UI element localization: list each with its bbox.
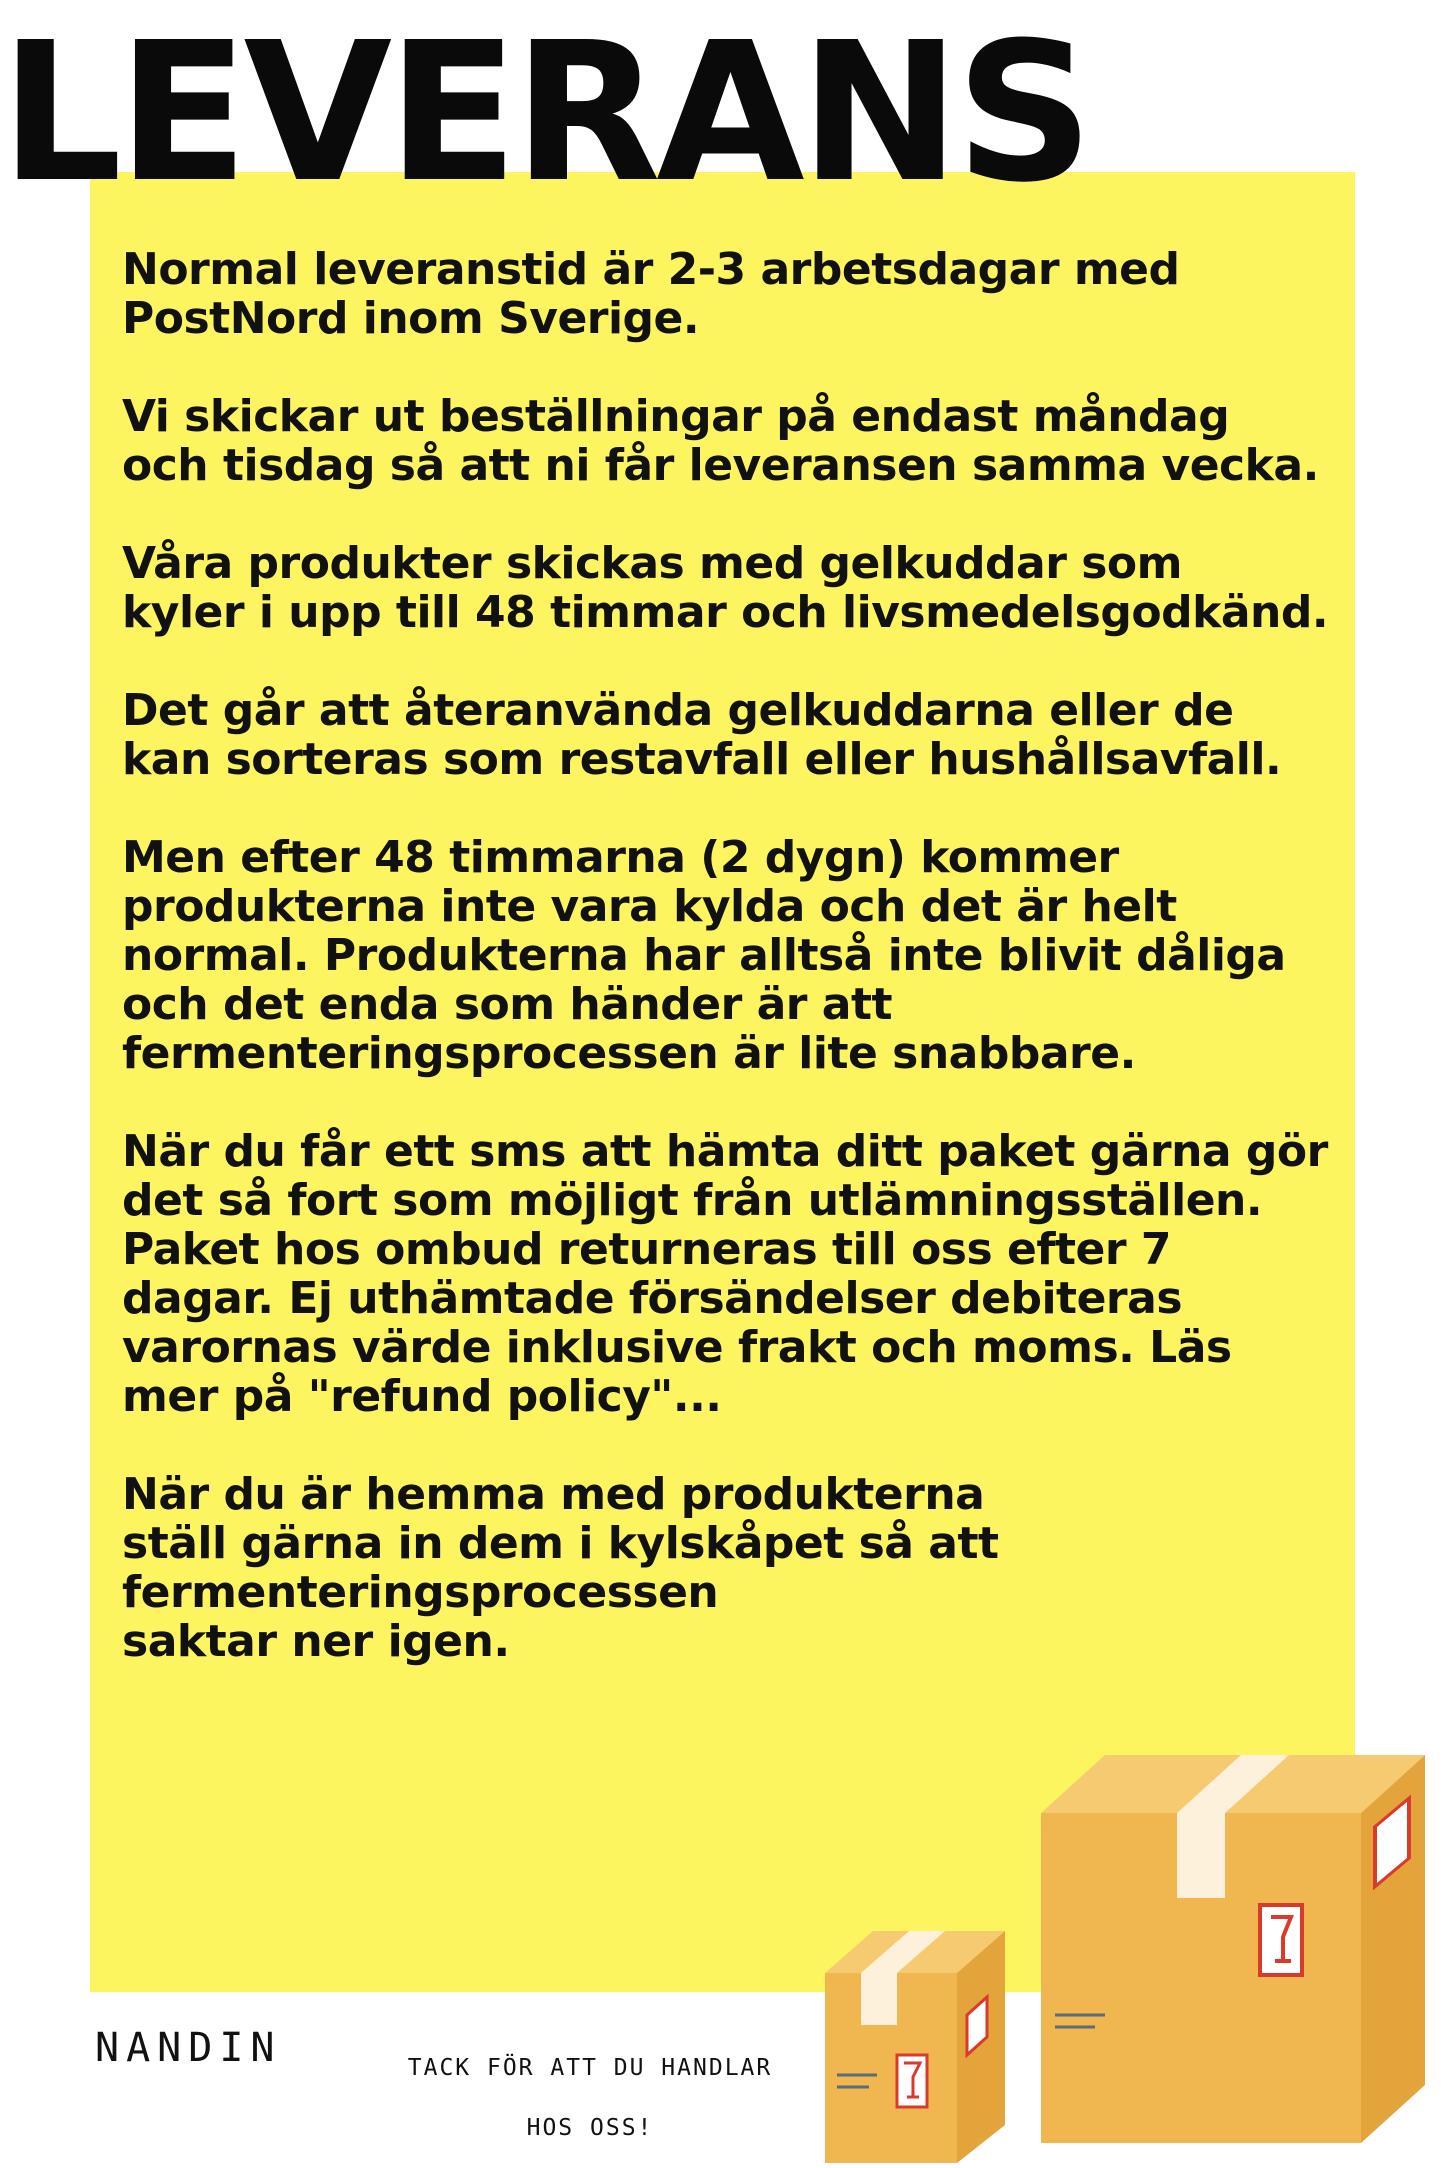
paragraph-fridge: När du är hemma med produkterna ställ gärna in dem i kylskåpet så att fermenteringsprocessen saktar ner igen. bbox=[122, 1469, 999, 1667]
paragraph-after-48h: Men efter 48 timmarna (2 dygn) kommer produkterna inte vara kylda och det är helt normal. Produkterna har alltså inte blivit dåliga och det enda som händer är att fermenteringsprocessen är lite snabbare. bbox=[122, 832, 1286, 1079]
small-box-icon bbox=[825, 1931, 1005, 2163]
large-box-icon bbox=[1041, 1755, 1425, 2143]
paragraph-delivery-time: Normal leveranstid är 2-3 arbetsdagar med PostNord inom Sverige. bbox=[122, 244, 1180, 344]
paragraph-pickup: När du får ett sms att hämta ditt paket gärna gör det så fort som möjligt från utlämningsställen. Paket hos ombud returneras till oss efter 7 dagar. Ej uthämtade försändelser debiteras varornas värde inklusive frakt och moms. Läs mer på "refund policy"... bbox=[122, 1126, 1328, 1422]
paragraph-gel-packs: Våra produkter skickas med gelkuddar som kyler i upp till 48 timmar och livsmedelsgodkänd. bbox=[122, 538, 1329, 638]
paragraph-shipping-days: Vi skickar ut beställningar på endast måndag och tisdag så att ni får leveransen samma vecka. bbox=[122, 391, 1319, 491]
page-title: LEVERANS bbox=[0, 2, 1089, 225]
shipping-boxes-illustration bbox=[805, 1725, 1425, 2165]
brand-name: NANDIN bbox=[95, 2025, 282, 2071]
body-text bbox=[122, 245, 1352, 1666]
thank-you-note: TACK FÖR ATT DU HANDLAR HOS OSS! bbox=[407, 2055, 773, 2141]
paragraph-recycling: Det går att återanvända gelkuddarna eller de kan sorteras som restavfall eller hushållsavfall. bbox=[122, 685, 1282, 785]
fragile-label-icon bbox=[1260, 1905, 1302, 1975]
fragile-label-icon bbox=[897, 2055, 927, 2107]
